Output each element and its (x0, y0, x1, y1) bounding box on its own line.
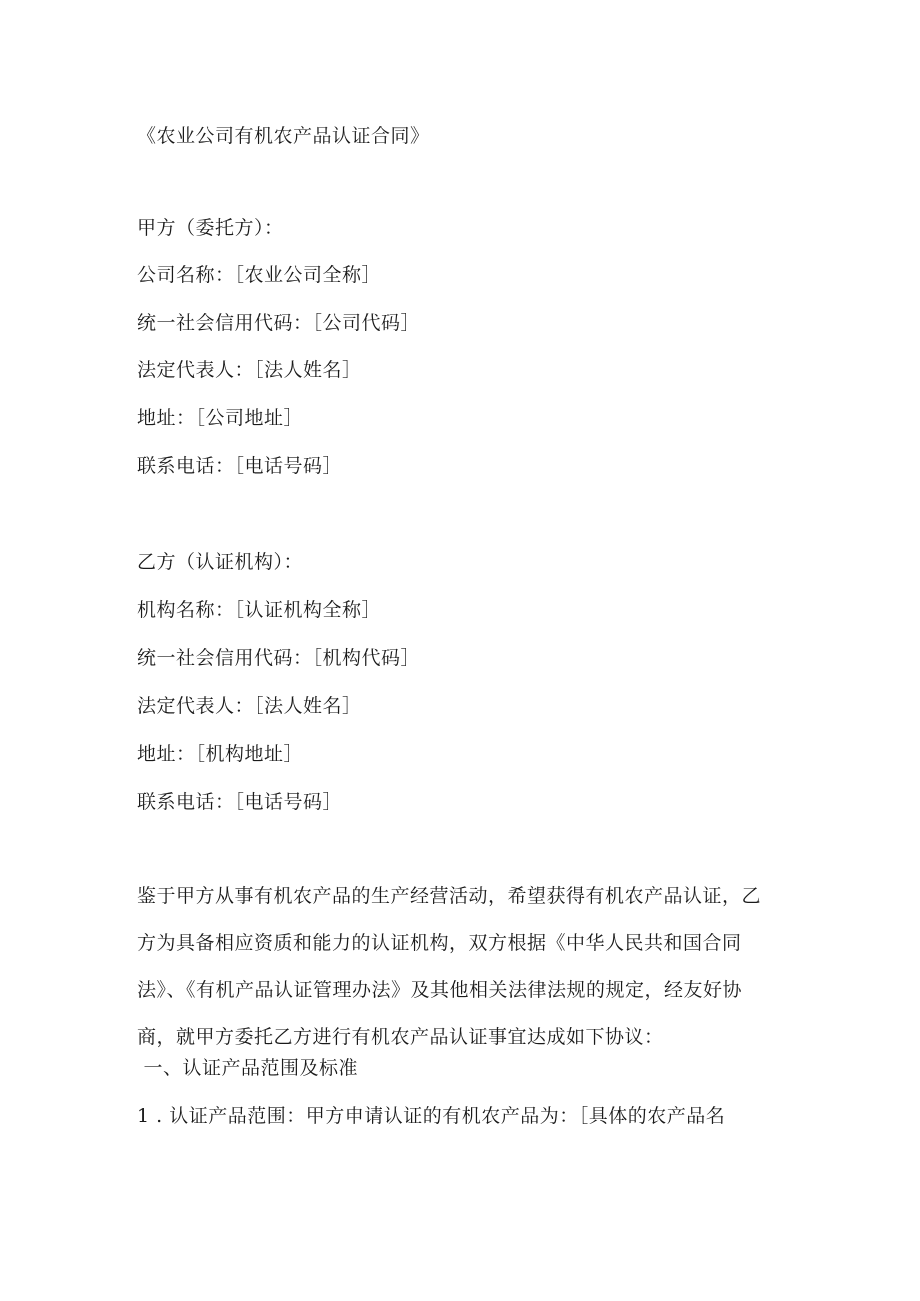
preamble-line: 商，就甲方委托乙方进行有机农产品认证事宜达成如下协议： (137, 1026, 664, 1048)
party-b-legal-rep: 法定代表人：［法人姓名］ (137, 695, 362, 717)
clause-1-1: 1 . 认证产品范围：甲方申请认证的有机农产品为：［具体的农产品名 (137, 1105, 726, 1127)
document-title: 《农业公司有机农产品认证合同》 (137, 125, 430, 147)
party-a-phone: 联系电话：［电话号码］ (137, 455, 343, 477)
party-a-company-name: 公司名称：［农业公司全称］ (137, 264, 382, 286)
party-b-credit-code: 统一社会信用代码：［机构代码］ (137, 647, 421, 669)
party-b-heading: 乙方（认证机构）： (137, 551, 304, 573)
party-a-address: 地址：［公司地址］ (137, 407, 304, 429)
section-1-heading: 一、认证产品范围及标准 (137, 1057, 359, 1079)
party-a-credit-code: 统一社会信用代码：［公司代码］ (137, 312, 421, 334)
party-a-legal-rep: 法定代表人：［法人姓名］ (137, 359, 362, 381)
preamble-line: 鉴于甲方从事有机农产品的生产经营活动，希望获得有机农产品认证，乙 (137, 885, 762, 907)
party-b-address: 地址：［机构地址］ (137, 743, 304, 765)
party-b-org-name: 机构名称：［认证机构全称］ (137, 599, 382, 621)
party-a-heading: 甲方（委托方）： (137, 217, 284, 239)
preamble-line: 法》、《有机产品认证管理办法》及其他相关法律法规的规定，经友好协 (137, 979, 743, 1001)
party-b-phone: 联系电话：［电话号码］ (137, 791, 343, 813)
preamble-paragraph (137, 884, 787, 1072)
preamble-line: 方为具备相应资质和能力的认证机构，双方根据《中华人民共和国合同 (137, 932, 742, 954)
